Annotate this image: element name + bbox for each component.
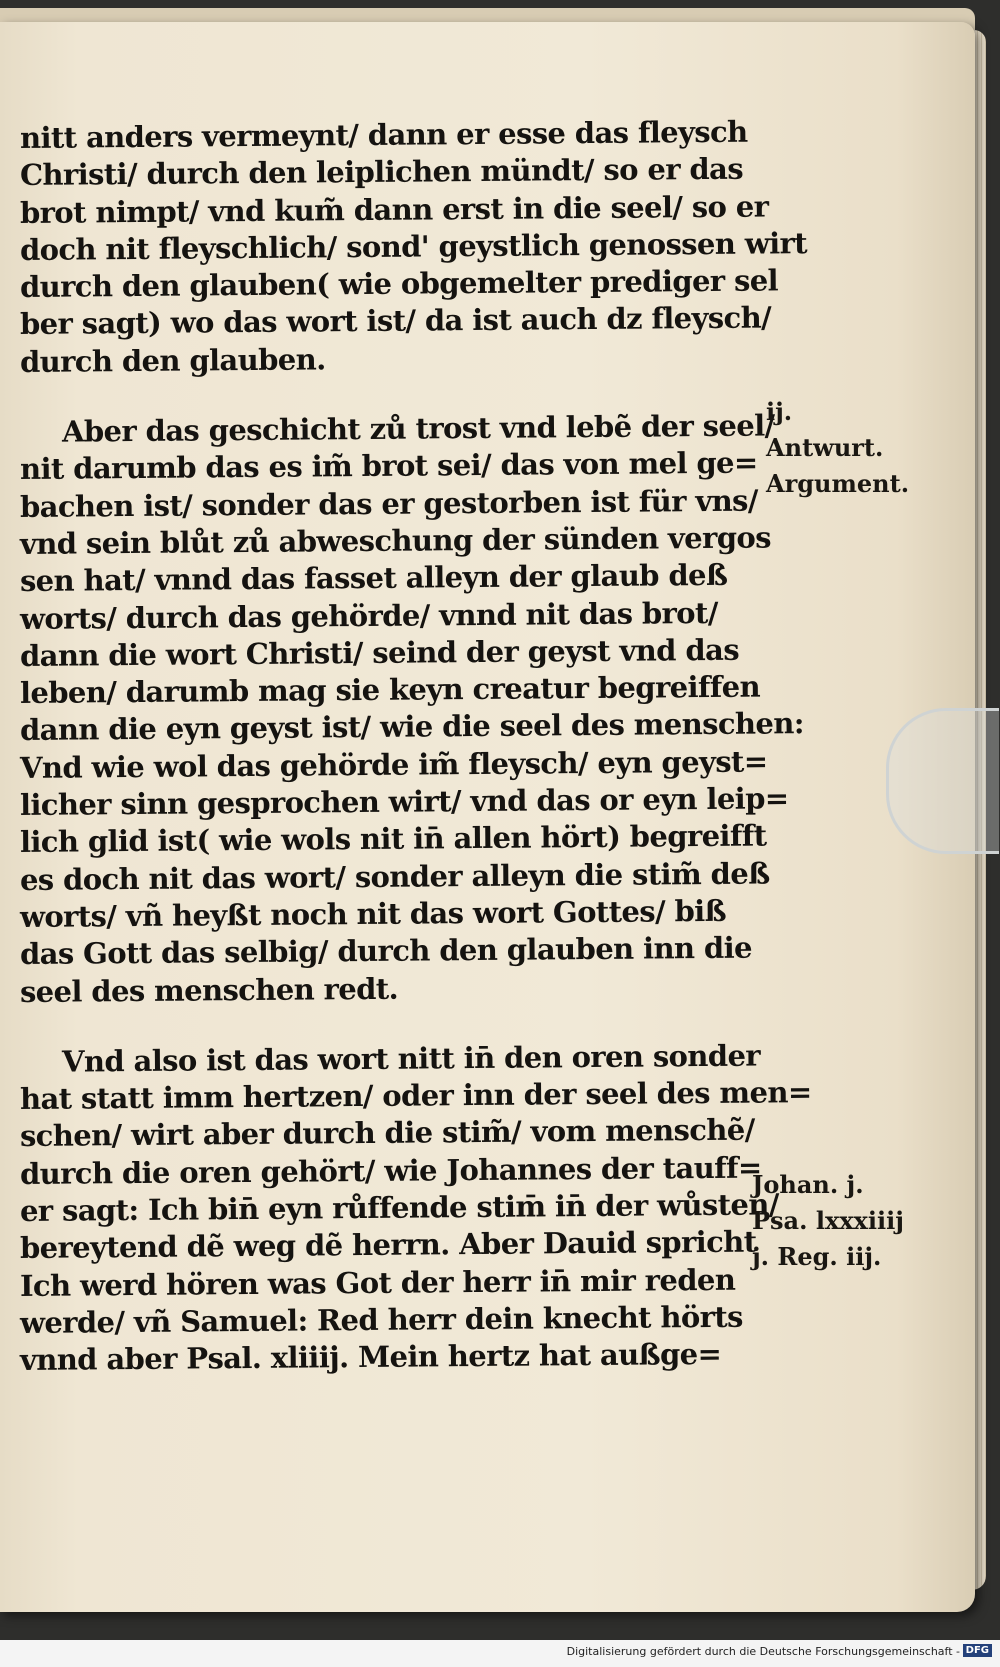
footer-credit: Digitalisierung gefördert durch die Deutsche Forschungsgemeinschaft - [566,1645,960,1658]
text-line: Vnd also ist das wort nitt in̄ den oren sonder [61,1038,761,1079]
margin-note-line: j. Reg. iij. [752,1242,882,1271]
text-line: bachen ist/ sonder das er gestorben ist für vns/ [19,483,758,524]
text-line: dann die eyn geyst ist/ wie die seel des menschen: [19,706,804,748]
text-line: bereytend dẽ weg dẽ herrn. Aber Dauid spricht [19,1224,757,1266]
text-line: doch nit fleyschlich/ sond' geystlich genossen wirt [19,226,808,267]
text-line: nitt anders vermeynt/ dann er esse das fleysch [19,114,748,155]
text-line: Aber das geschicht zů trost vnd lebẽ der seel/ [61,408,775,449]
text-line: es doch nit das wort/ sonder alleyn die stim̃ deß [19,856,770,897]
text-line: er sagt: Ich bin̄ eyn růffende stim̄ in̄ der wůsten/ [19,1187,779,1229]
text-line: worts/ vñ heyßt noch nit das wort Gottes/ biß [19,893,727,934]
text-line: Vnd wie wol das gehörde im̃ fleysch/ eyn geyst= [19,744,768,785]
text-line: dann die wort Christi/ seind der geyst vnd das [19,632,740,673]
text-line: brot nimpt/ vnd kum̃ dann erst in die seel/ so er [19,189,769,230]
margin-note-2 [752,1167,904,1275]
text-line: nit darumb das es im̃ brot sei/ das von mel ge= [19,445,758,487]
text-line: ber sagt) wo das wort ist/ da ist auch dz fleysch/ [19,300,772,342]
text-line: seel des menschen redt. [19,971,399,1009]
text-line: hat statt imm hertzen/ oder inn der seel des men= [19,1075,812,1117]
text-line: durch den glauben. [19,342,326,379]
text-line: Ich werd hören was Got der herr in̄ mir reden [19,1262,736,1303]
margin-note-line: Argument. [766,469,910,498]
text-line: vnnd aber Psal. xliiij. Mein hertz hat außge= [19,1337,722,1378]
text-line: durch den glauben( wie obgemelter prediger sel [19,263,779,305]
paragraph-1 [19,114,808,381]
text-line: werde/ vñ Samuel: Red herr dein knecht hörts [19,1299,743,1340]
margin-note-1 [766,394,909,502]
text-line: vnd sein blůt zů abweschung der sünden vergos [19,520,772,561]
margin-note-line: ij. [766,397,793,426]
text-line: lich glid ist( wie wols nit in̄ allen hört) begreifft [19,818,767,860]
margin-note-line: Antwurt. [766,433,884,462]
text-line: licher sinn gesprochen wirt/ vnd das or eyn leip= [19,781,789,823]
text-line: Christi/ durch den leiplichen mündt/ so er das [19,151,744,193]
text-line: leben/ darumb mag sie keyn creatur begreiffen [19,669,761,711]
text-line: durch die oren gehört/ wie Johannes der tauff= [19,1150,762,1191]
dfg-logo: DFG [963,1644,992,1657]
margin-note-line: Psa. lxxxiiij [752,1206,904,1235]
margin-note-line: Johan. j. [752,1170,864,1199]
text-line: worts/ durch das gehörde/ vnnd nit das brot/ [19,595,718,636]
text-line: sen hat/ vnnd das fasset alleyn der glaub deß [19,558,728,599]
page-clip [886,708,999,854]
text-line: schen/ wirt aber durch die stim̃/ vom menschẽ/ [19,1113,755,1154]
text-line: das Gott das selbig/ durch den glauben inn die [19,930,753,972]
